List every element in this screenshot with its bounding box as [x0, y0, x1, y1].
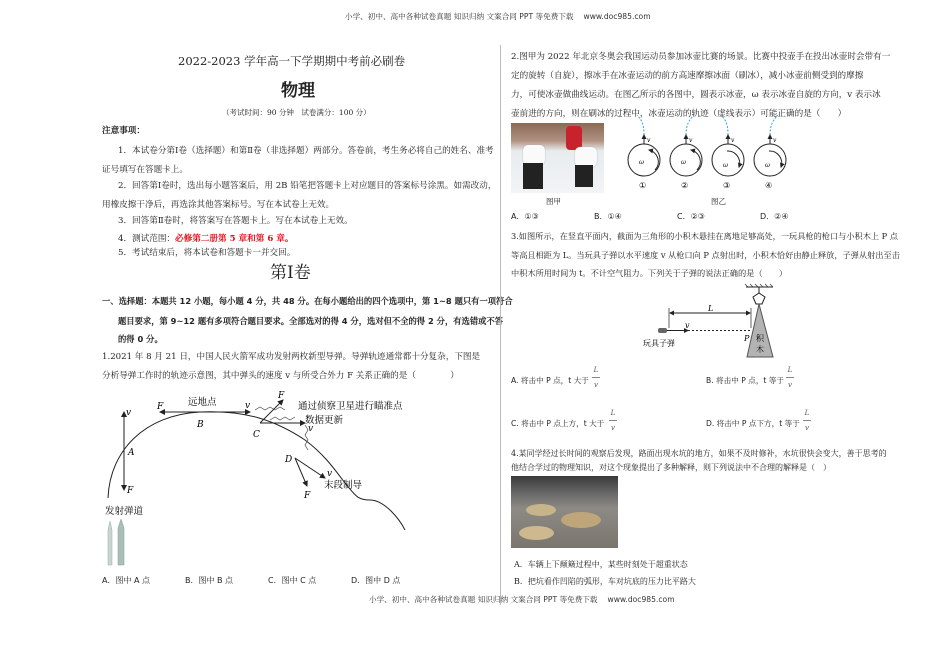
pothole-photo — [511, 476, 618, 548]
q3-option-d[interactable]: D. 将击中 P 点下方，t 等于 — [706, 419, 800, 428]
circle-label-3: ③ — [723, 181, 731, 190]
fraction-denominator: v — [788, 381, 792, 389]
label-aim-point: 通过侦察卫星进行瞄准点 — [298, 401, 403, 412]
note-item-3: 3．回答第Ⅱ卷时，将答案写在答题卡上。写在本试卷上无效。 — [118, 216, 353, 226]
notes-heading: 注意事项： — [102, 126, 145, 136]
header-watermark: 小学、初中、高中各种试卷真题 知识归纳 文案合同 PPT 等免费下载 www.doc985.com — [345, 12, 651, 21]
section-instructions-2: 题目要求，第 9~12 题有多项符合题目要求。全部选对的得 4 分，选对但不全的得 2 分，有选错或不答 — [118, 316, 504, 326]
label-data-update: 数据更新 — [305, 415, 344, 426]
q4-option-a[interactable]: A．车辆上下颠簸过程中，某些时刻处于超重状态 — [514, 560, 688, 569]
q2-option-c[interactable]: C．②③ — [677, 212, 705, 221]
omega-label: ω — [723, 162, 728, 169]
q1-option-c[interactable]: C．图中 C 点 — [268, 576, 317, 585]
fraction-numerator: L — [609, 409, 617, 421]
label-toy-bullet: 玩具子弹 — [643, 339, 675, 348]
q2-option-b[interactable]: B．①④ — [594, 212, 622, 221]
exam-info: （考试时间：90 分钟 试卷满分：100 分） — [222, 108, 371, 117]
q2-stem-4: 壶前进的方向，则在刷冰的过程中，冰壶运动的轨迹（虚线表示）可能正确的是（ ） — [511, 109, 847, 119]
note-item-4 — [118, 235, 294, 244]
q2-option-d[interactable]: D．②④ — [760, 212, 789, 221]
label-f-d: F — [304, 491, 311, 501]
note-item-5: 5．考试结束后，将本试卷和答题卡一并交回。 — [118, 248, 296, 258]
q3-option-c[interactable]: C. 将击中 P 点上方，t 大于 — [511, 419, 605, 428]
q4-stem-1: 4.某同学经过长时间的观察后发现，路面出现水坑的地方，如果不及时修补，水坑很快会变大，善于思考的 — [511, 449, 887, 458]
omega-label: ω — [681, 159, 686, 166]
v-label: v — [689, 137, 693, 144]
missile-trajectory-diagram — [95, 390, 475, 570]
block-label-2: 木 — [756, 345, 764, 354]
block-label-1: 积 — [756, 334, 764, 343]
label-v-d: v — [327, 469, 333, 479]
label-v: v — [685, 321, 690, 330]
q1-option-d[interactable]: D．图中 D 点 — [351, 576, 401, 585]
label-v-c: v — [308, 424, 314, 434]
label-f-c: F — [278, 391, 285, 401]
figure-b-caption: 图乙 — [711, 197, 726, 206]
curling-diagram-1 — [628, 115, 660, 190]
section-instructions-3: 的得 0 分。 — [118, 334, 163, 344]
q1-stem-2: 分析导弹工作时的轨迹示意图，其中弹头的速度 v 与所受合外力 F 关系正确的是（ ） — [102, 371, 459, 381]
curling-diagram-2 — [670, 115, 702, 190]
fraction-l-over-v — [592, 366, 600, 389]
q3-stem-3: 中积木所用时间为 t。不计空气阻力。下列关于子弹的说法正确的是（ ） — [511, 268, 788, 278]
label-d: D — [285, 455, 293, 465]
q1-option-b[interactable]: B．图中 B 点 — [185, 576, 234, 585]
q3-option-b[interactable]: B. 将击中 P 点，t 等于 — [706, 376, 784, 385]
fraction-numerator: L — [592, 366, 600, 378]
curling-photo — [511, 123, 604, 193]
note-item-2-cont: 用橡皮擦干净后，再选涂其他答案标号。写在本试卷上无效。 — [102, 200, 335, 210]
curling-diagrams — [625, 115, 800, 195]
v-label: v — [731, 137, 735, 144]
label-v: v — [126, 408, 132, 418]
subject-title: 物理 — [281, 81, 315, 101]
label-launch: 发射弹道 — [105, 506, 144, 517]
curling-diagram-3 — [712, 115, 744, 190]
label-l: L — [708, 304, 714, 313]
footer-watermark: 小学、初中、高中各种试卷真题 知识归纳 文案合同 PPT 等免费下载 www.doc985.com — [369, 595, 675, 604]
omega-label: ω — [765, 162, 770, 169]
section-instructions-1: 一、选择题：本题共 12 小题，每小题 4 分，共 48 分。在每小题给出的四个选项中，第 1~8 题只有一项符合 — [102, 296, 513, 306]
q2-stem-3: 力，可使冰壶做曲线运动。在图乙所示的各图中，圆表示冰壶，ω 表示冰壶自旋的方向，v 表示冰 — [511, 90, 881, 100]
q4-stem-2: 他结合学过的物理知识，对这个现象提出了多种解释，则下列说法中不合理的解释是（ ） — [511, 463, 831, 472]
figure-a-caption: 图甲 — [546, 197, 561, 206]
fraction-denominator: v — [594, 381, 598, 389]
label-a: A — [128, 448, 135, 458]
fraction-l-over-v — [786, 366, 794, 389]
omega-label: ω — [639, 159, 644, 166]
q2-stem-2: 定的旋转（自旋），擦冰手在冰壶运动的前方高速摩擦冰面（刷冰），减小冰壶前侧受到的摩擦 — [511, 71, 864, 81]
q3-option-a[interactable]: A. 将击中 P 点，t 大于 — [511, 376, 589, 385]
note-item-4-label: 4．测试范围： — [118, 234, 176, 244]
label-p: P — [744, 334, 750, 343]
fraction-l-over-v — [609, 409, 617, 432]
q1-option-a[interactable]: A．图中 A 点 — [102, 576, 151, 585]
circle-label-4: ④ — [765, 181, 773, 190]
label-f-b: F — [157, 402, 164, 412]
fraction-numerator: L — [786, 366, 794, 378]
fraction-denominator: v — [611, 424, 615, 432]
note-item-2: 2．回答第Ⅰ卷时，选出每小题答案后，用 2B 铅笔把答题卡上对应题目的答案标号涂黑。如需改动， — [118, 181, 497, 191]
note-item-1-cont: 证号填写在答题卡上。 — [102, 165, 188, 175]
q2-stem-1: 2.图甲为 2022 年北京冬奥会我国运动员参加冰壶比赛的场景。比赛中投壶手在投出冰壶时会带有一 — [511, 52, 891, 62]
v-label: v — [773, 137, 777, 144]
curling-diagram-4 — [754, 115, 786, 190]
circle-label-2: ② — [681, 181, 689, 190]
label-terminal-guidance: 末段制导 — [324, 480, 363, 491]
fraction-numerator: L — [803, 409, 811, 421]
label-c: C — [253, 430, 260, 440]
q4-option-b[interactable]: B．把坑看作凹陷的弧形，车对坑底的压力比平路大 — [514, 577, 696, 586]
q3-stem-1: 3.如图所示，在竖直平面内，截面为三角形的小积木悬挂在离地足够高处，一玩具枪的枪口与小积木上 P 点 — [511, 231, 898, 241]
label-b: B — [197, 420, 204, 430]
note-item-1: 1．本试卷分第Ⅰ卷（选择题）和第Ⅱ卷（非选择题）两部分。答卷前，考生务必将自己的姓名、准考 — [118, 146, 494, 156]
q1-stem-1: 1.2021 年 8 月 21 日，中国人民火箭军成功发射两枚新型导弹。导弹轨迹通常都十分复杂，下图是 — [102, 352, 481, 362]
toy-bullet-icon — [658, 328, 667, 333]
label-f: F — [127, 486, 134, 496]
v-label: v — [647, 137, 651, 144]
bullet-block-diagram — [640, 280, 820, 360]
label-v-b: v — [245, 401, 251, 411]
q2-option-a[interactable]: A．①③ — [511, 212, 539, 221]
fraction-denominator: v — [805, 424, 809, 432]
circle-label-1: ① — [639, 181, 647, 190]
fraction-l-over-v — [803, 409, 811, 432]
column-divider — [500, 45, 501, 605]
missile-icon — [108, 519, 124, 565]
label-apogee: 远地点 — [188, 397, 217, 408]
exam-title: 2022-2023 学年高一下学期期中考前必刷卷 — [178, 54, 406, 68]
q3-stem-2: 等高且相距为 L。当玩具子弹以水平速度 v 从枪口向 P 点射出时，小积木恰好由静止释放，子弹从射出至击 — [511, 250, 900, 260]
test-scope: 必修第二册第 5 章和第 6 章。 — [175, 234, 294, 244]
part-title: 第Ⅰ卷 — [270, 263, 311, 283]
